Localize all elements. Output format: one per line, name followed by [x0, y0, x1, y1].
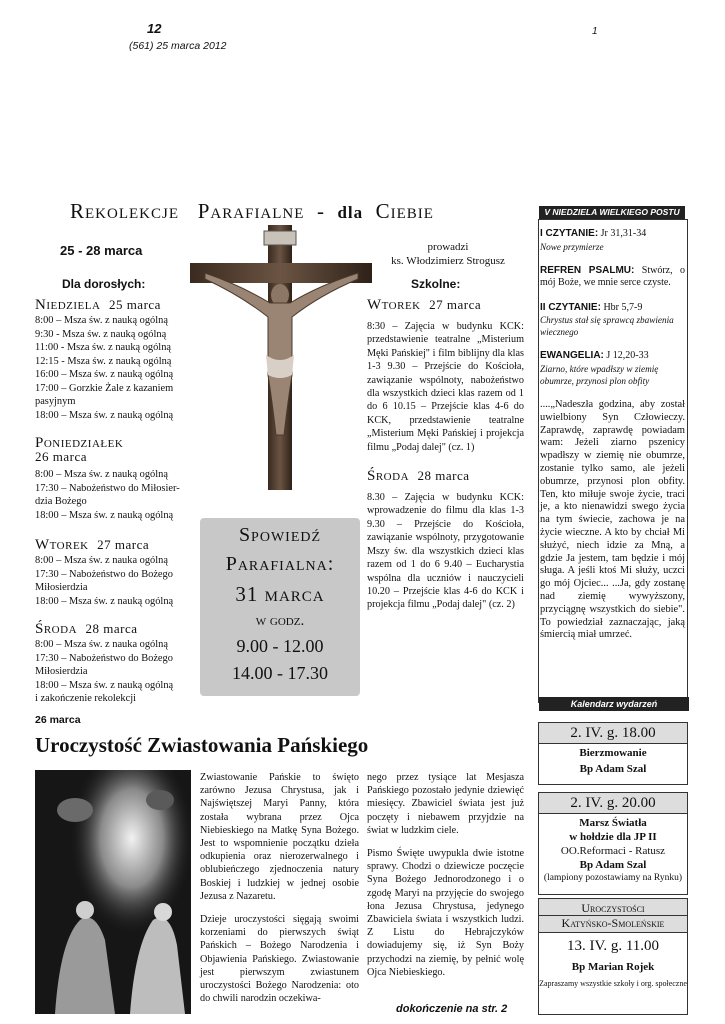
retreat-dates: 25 - 28 marca [60, 243, 143, 258]
continued-note: dokończenie na str. 2 [396, 1003, 508, 1015]
calendar-event: 2. IV. g. 20.00 Marsz Światła w hołdzie dla JP II OO.Reformaci - Ratusz Bp Adam Szal (lampiony pozostawiamy na Rynku) [538, 792, 688, 895]
article-date: 26 marca [35, 714, 81, 726]
day-heading: Środa 28 marca [35, 621, 138, 637]
article-column-2: nego przez tysiące lat Mesjasza Pańskiego pozostało jedynie dziewięć miesięcy. Zbawiciel świata jest już poczęty i niebawem przyjdzie na świat w ludzkim ciele. Pismo Święte uwypukla dwie istotne sprawy. Chodzi o dziewicze poczęcie Syna Bożego Jednorodzonego i o zgodę Maryi na przyjęcie do swojego łona Jezusa Chrystusa, jedynego Zbawiciela świata i wszystkich ludzi. Z Listu do Hebrajczyków dowiadujemy się, iż Syn Boży przychodzi na ziemię, by pełnić wolę Ojca Niebieskiego. [367, 772, 524, 978]
schools-heading: Szkolne: [411, 277, 461, 291]
day-heading: Środa 28 marca [367, 468, 470, 485]
day-heading: Poniedziałek 26 marca [35, 435, 124, 464]
day-lines: 8:00 – Msza św. z nauka ogólną 17:30 – Nabożeństwo do Bożego Miłosierdzia 18:00 – Msza św. z nauką ogólną i zakończenie rekolekcji [35, 639, 174, 704]
issue-info: (561) 25 marca 2012 [129, 40, 227, 52]
day-text: 8.30 – Zajęcia w budynku KCK: wprowadzenie do filmu dla klas 1-3 9.30 – Przejście do Kościoła, zawiązanie wspólnoty, przygotowanie Mszy św. dla wszystkich dzieci klas razem od 1 do 6 9.40 – Eucharystia wspólna dla uczniów i nauczycieli 10.20 – Przejście klas 4-6 do KCK i projekcja filmu „Podaj dalej" (cz. 2) [367, 492, 524, 611]
schools-schedule [367, 297, 524, 612]
calendar-event: 2. IV. g. 18.00 Bierzmowanie Bp Adam Szal [538, 722, 688, 785]
crucifix-image [180, 225, 380, 490]
page-number: 12 [147, 21, 162, 36]
article-title: Uroczystość Zwiastowania Pańskiego [35, 733, 369, 757]
adults-schedule [35, 297, 205, 706]
readings-content: I CZYTANIE: Jr 31,31-34 Nowe przymierze REFREN PSALMU: Stwórz, o mój Boże, we mnie serce czyste. II CZYTANIE: Hbr 5,7-9 Chrystus stał się sprawcą zbawienia wiecznego EWANGELIA: J 12,20-33 Ziarno, które wpadłszy w ziemię obumrze, przynosi plon obfity ....„Nadeszła godzina, aby został uwielbiony Syn Człowieczy. Zaprawdę, zaprawdę powiadam wam: Jeżeli ziarno pszenicy wpadłszy w ziemię nie obumrze, zostanie tylko samo, ale jeżeli obumrze, przynosi plon obfity. Ten, kto miłuje swoje życie, traci je, a kto nienawidzi swego życia na tym świecie, zachowa je na życie wieczne. A kto by chciał Mi służyć, niech idzie za Mną, a gdzie Ja jestem, tam będzie i mój sługa. A jeśli ktoś Mi służy, uczci go mój Ojciec... ...Ja, gdy zostanę nad ziemię wywyższony, przyciągnę wszystkich do siebie". To powiedział zaznaczając, jaką śmiercią miał umrzeć. [540, 228, 685, 641]
annunciation-image [35, 770, 191, 1014]
readings-header: V NIEDZIELA WIELKIEGO POSTU [539, 206, 685, 219]
calendar-event: Uroczystości Katyńsko-Smoleńskie 13. IV. g. 11.00 Bp Marian Rojek Zapraszamy wszystkie szkoły i org. społeczne [538, 898, 688, 1015]
calendar-header: Kalendarz wydarzeń [539, 697, 689, 711]
retreat-title: Rekolekcje Parafialne - dla Ciebie [70, 199, 434, 223]
led-by: prowadzi ks. Włodzimierz Strogusz [391, 241, 505, 267]
day-text: 8:30 – Zajęcia w budynku KCK: przedstawienie teatralne „Misterium Męki Pańskiej" i film biblijny dla klas 1-3 9.30 – Przejście do Kościoła, zawiązanie wspólnoty, nabożeństwo dla wszystkich dzieci klas razem od 1 do 6 10.15 – Przejście klas 4-6 do KCK, przedstawienie teatralne „Misterium Męki Pańskiej i projekcja filmu „Podaj dalej" (cz. 1) [367, 321, 524, 453]
day-lines: 8:00 – Msza św. z nauką ogólną 17:30 – Nabożeństwo do Miłosier- dzia Bożego 18:00 – Msza św. z nauką ogólną [35, 469, 180, 521]
day-heading: Wtorek 27 marca [35, 537, 150, 553]
article-column-1: Zwiastowanie Pańskie to święto zarówno Jezusa Chrystusa, jak i Najświętszej Maryi Panny, która została wybrana przez Ojca Niebieskiego na Matkę Syna Bożego. Jest to wspomnienie początku dzieła odkupienia oraz nierozerwalnego i oblubieńczego zjednoczenia natury Boskiej i ludzkiej w jednej osobie Jezusa z Nazaretu. Dzieje uroczystości sięgają swoimi korzeniami do pierwszych świąt Pańskich – Bożego Narodzenia i Objawienia Pańskiego. Zwiastowanie jest pierwszym zwiastunem uroczystości Bożego Narodzenia: oto do chwili narodzin oczekiwa- [200, 772, 359, 1005]
day-lines: 8:00 – Msza św. z nauką ogólną 9:30 - Msza św. z nauką ogólną 11:00 - Msza św. z nauką ogólną 12:15 - Msza św. z nauką ogólną 16:00 – Msza św. z nauką ogólną 17:00 – Gorzkie Żale z kazaniem pasyjnym 18:00 – Msza św. z nauką ogólną [35, 315, 174, 421]
day-heading: Niedziela 25 marca [35, 297, 161, 313]
adults-heading: Dla dorosłych: [62, 277, 146, 291]
corner-number: 1 [592, 26, 598, 37]
day-lines: 8:00 – Msza św. z nauka ogólną 17:30 – Nabożeństwo do Bożego Miłosierdzia 18:00 – Msza św. z nauką ogólną [35, 555, 174, 607]
confession-box: Spowiedź Parafialna: 31 marca w godz. 9.00 - 12.00 14.00 - 17.30 [200, 518, 360, 696]
day-heading: Wtorek 27 marca [367, 297, 482, 313]
